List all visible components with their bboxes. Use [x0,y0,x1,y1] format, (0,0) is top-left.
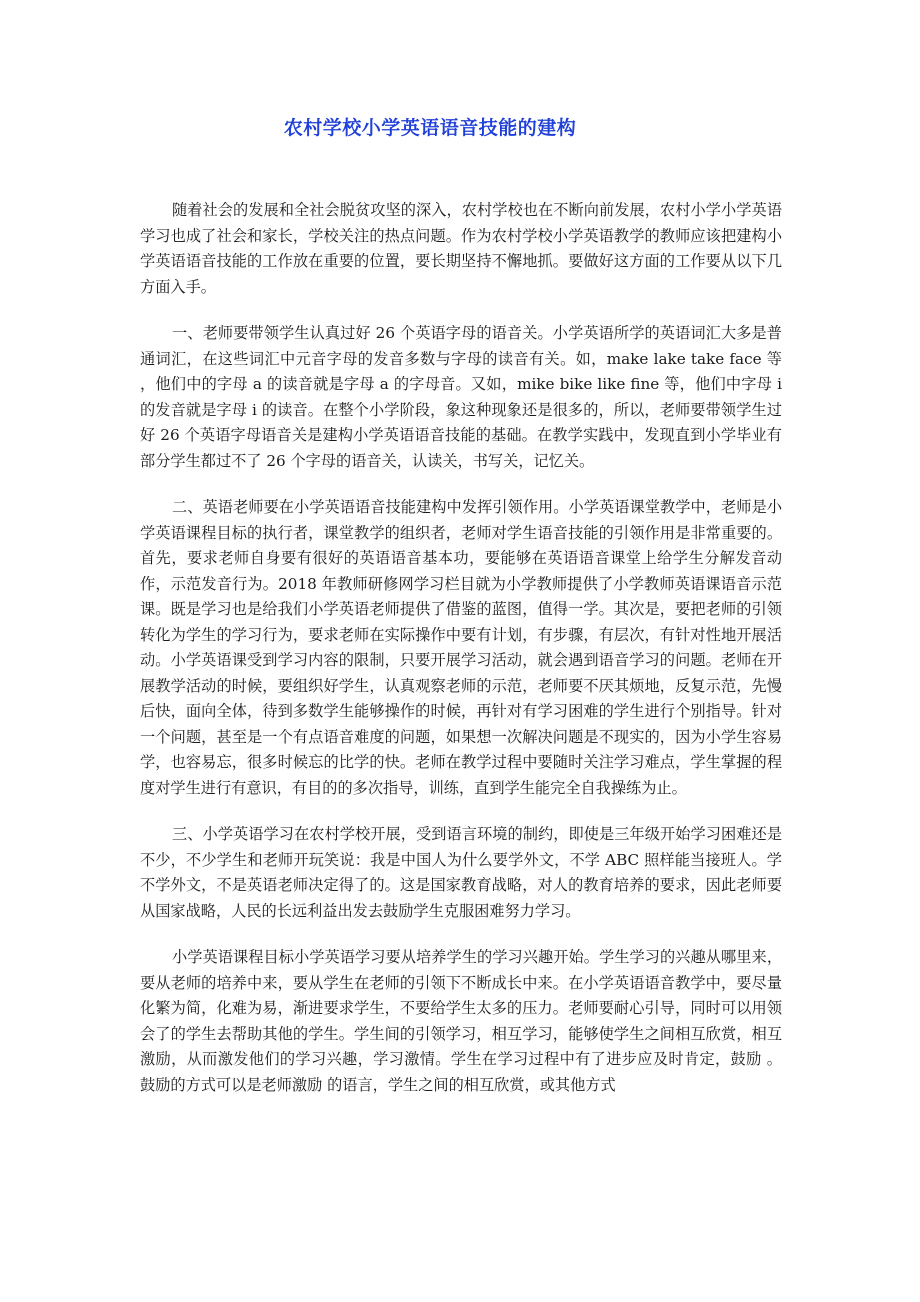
document-body [140,198,782,1119]
paragraph-intro: 随着社会的发展和全社会脱贫攻坚的深入，农村学校也在不断向前发展，农村小学小学英语学习也成了社会和家长，学校关注的热点问题。作为农村学校小学英语教学的教师应该把建构小学英语语音技能的工作放在重要的位置，要长期坚持不懈地抓。要做好这方面的工作要从以下几方面入手。 [140,201,782,296]
paragraph-section-3: 三、小学英语学习在农村学校开展，受到语言环境的制约，即使是三年级开始学习困难还是不少，不少学生和老师开玩笑说：我是中国人为什么要学外文，不学 ABC 照样能当接班人。学不学外文，不是英语老师决定得了的。这是国家教育战略，对人的教育培养的要求，因此老师要从国家战略，人民的长远利益出发去鼓励学生克服困难努力学习。 [140,825,782,920]
document-title: 农村学校小学英语语音技能的建构 [283,117,577,139]
paragraph-section-1: 一、老师要带领学生认真过好 26 个英语字母的语音关。小学英语所学的英语词汇大多是普通词汇，在这些词汇中元音字母的发音多数与字母的读音有关。如，make lake take face 等 ，他们中的字母 a 的读音就是字母 a 的字母音。又如，mike bike like fine 等，他们中字母 i 的发音就是字母 i 的读音。在整个小学阶段，象这种现象还是很多的，所以，老师要带领学生过好 26 个英语字母语音关是建构小学英语语音技能的基础。在教学实践中，发现直到小学毕业有部分学生都过不了 26 个字母的语音关，认读关，书写关，记忆关。 [140,324,782,470]
paragraph-section-4: 小学英语课程目标小学英语学习要从培养学生的学习兴趣开始。学生学习的兴趣从哪里来，要从老师的培养中来，要从学生在老师的引领下不断成长中来。在小学英语语音教学中，要尽量化繁为简，化难为易，渐进要求学生，不要给学生太多的压力。老师要耐心引导，同时可以用领会了的学生去帮助其他的学生。学生间的引领学习，相互学习，能够使学生之间相互欣赏，相互激励，从而激发他们的学习兴趣，学习激情。学生在学习过程中有了进步应及时肯定，鼓励 。鼓励的方式可以是老师激励 的语言，学生之间的相互欣赏，或其他方式 [140,948,782,1094]
paragraph-section-2: 二、英语老师要在小学英语语音技能建构中发挥引领作用。小学英语课堂教学中，老师是小学英语课程目标的执行者，课堂教学的组织者，老师对学生语音技能的引领作用是非常重要的。首先，要求老师自身要有很好的英语语音基本功，要能够在英语语音课堂上给学生分解发音动作，示范发音行为。2018 年教师研修网学习栏目就为小学教师提供了小学教师英语课语音示范课。既是学习也是给我们小学英语老师提供了借鉴的蓝图，值得一学。其次是，要把老师的引领转化为学生的学习行为，要求老师在实际操作中要有计划，有步骤，有层次，有针对性地开展活动。小学英语课受到学习内容的限制，只要开展学习活动，就会遇到语音学习的问题。老师在开展教学活动的时候，要组织好学生，认真观察老师的示范，老师要不厌其烦地，反复示范，先慢后快，面向全体，待到多数学生能够操作的时候，再针对有学习困难的学生进行个别指导。针对一个问题，甚至是一个有点语音难度的问题，如果想一次解决问题是不现实的，因为小学生容易学，也容易忘，很多时候忘的比学的快。老师在教学过程中要随时关注学习难点，学生掌握的程度对学生进行有意识，有目的的多次指导，训练，直到学生能完全自我操练为止。 [140,498,782,797]
